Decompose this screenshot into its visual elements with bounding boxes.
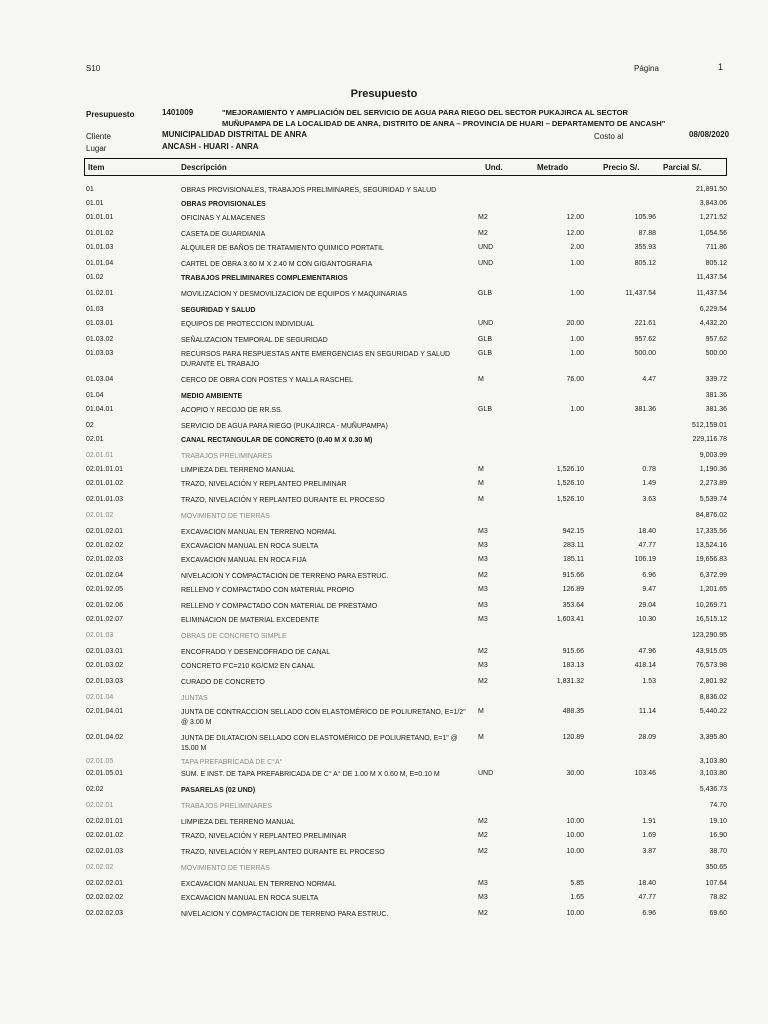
item-code: 02.01.04.01: [86, 708, 123, 715]
cost-date: 08/08/2020: [689, 130, 730, 139]
unit-price: 221.61: [634, 320, 656, 327]
page-label: Página: [634, 64, 659, 73]
item-description: MEDIO AMBIENTE: [181, 393, 243, 400]
col-metrado: Metrado: [537, 163, 569, 172]
project-name-line1: "MEJORAMIENTO Y AMPLIACIÓN DEL SERVICIO DE AGUA PARA RIEGO DEL SECTOR PUKAJIRCA AL SECTOR: [222, 108, 628, 117]
unit-price: 381.36: [634, 406, 656, 413]
unit: M3: [478, 542, 488, 549]
client-name: MUNICIPALIDAD DISTRITAL DE ANRA: [162, 130, 308, 139]
item-description: EXCAVACION MANUAL EN ROCA SUELTA: [181, 895, 319, 902]
metrado: 20.00: [566, 320, 584, 327]
unit: M2: [478, 214, 488, 221]
col-description: Descripción: [181, 163, 227, 172]
partial-amount: 5,539.74: [699, 496, 727, 503]
unit-price: 9.47: [642, 586, 656, 593]
item-description: MOVIMIENTO DE TIERRAS: [181, 513, 270, 520]
unit: GLB: [478, 290, 493, 297]
item-description: CASETA DE GUARDIANIA: [181, 231, 266, 238]
item-description: CANAL RECTANGULAR DE CONCRETO (0.40 M X 0.30 M): [181, 437, 373, 444]
item-description: NIVELACION Y COMPACTACION DE TERRENO PARA ESTRUC.: [181, 911, 389, 918]
item-code: 01: [86, 186, 94, 193]
item-code: 02.01.04.02: [86, 734, 123, 741]
item-code: 02.01.02.05: [86, 586, 123, 593]
partial-amount: 16,515.12: [695, 616, 727, 623]
unit-price: 11.14: [639, 708, 656, 715]
item-code: 02.01.02.03: [86, 556, 123, 563]
item-code: 02.01.03.02: [86, 662, 123, 669]
partial-amount: 11,437.54: [696, 274, 727, 281]
metrado: 126.89: [562, 586, 584, 593]
item-code: 02.02.01.01: [86, 818, 123, 825]
item-description: TRAZO, NIVELACIÓN Y REPLANTEO PRELIMINAR: [181, 481, 347, 488]
unit-price: 18.40: [638, 528, 656, 535]
partial-amount: 74.70: [709, 802, 727, 809]
partial-amount: 19,656.83: [695, 556, 727, 563]
document-title: Presupuesto: [350, 88, 418, 100]
item-description: TRAZO, NIVELACIÓN Y REPLANTEO DURANTE EL PROCESO: [181, 849, 385, 856]
metrado: 1,526.10: [556, 496, 584, 503]
item-code: 02.01.03.01: [86, 648, 123, 655]
partial-amount: 43,915.05: [695, 648, 727, 655]
place-name: ANCASH - HUARI - ANRA: [162, 142, 259, 151]
partial-amount: 9,003.99: [699, 452, 727, 459]
unit-price: 18.40: [638, 880, 656, 887]
unit: M2: [478, 572, 488, 579]
budget-code: 1401009: [162, 108, 194, 117]
unit-price: 28.09: [638, 734, 656, 741]
unit: GLB: [478, 350, 493, 357]
page-number: 1: [718, 62, 724, 72]
item-description: CARTEL DE OBRA 3.60 M X 2.40 M CON GIGANTOGRAFIA: [181, 261, 373, 268]
unit-price: 500.00: [634, 350, 656, 357]
partial-amount: 711.86: [706, 244, 727, 251]
partial-amount: 381.36: [705, 392, 727, 399]
metrado: 1,526.10: [556, 466, 584, 473]
metrado: 2.00: [570, 244, 584, 251]
metrado: 10.00: [566, 848, 584, 855]
item-description: NIVELACION Y COMPACTACION DE TERRENO PARA ESTRUC.: [181, 573, 389, 580]
partial-amount: 21,891.50: [695, 186, 727, 193]
unit: M2: [478, 848, 488, 855]
unit-price: 47.96: [638, 648, 656, 655]
partial-amount: 11,437.54: [696, 290, 727, 297]
item-code: 02.02.01: [86, 802, 114, 809]
unit-price: 1.69: [642, 832, 656, 839]
place-label: Lugar: [86, 144, 107, 153]
partial-amount: 1,190.36: [699, 466, 727, 473]
unit: UND: [478, 320, 494, 327]
item-code: 01.01.03: [86, 244, 114, 251]
unit-price: 957.62: [634, 336, 656, 343]
unit-price: 418.14: [634, 662, 656, 669]
unit-price: 3.87: [642, 848, 656, 855]
unit: M3: [478, 556, 488, 563]
item-description: EXCAVACION MANUAL EN ROCA SUELTA: [181, 543, 319, 550]
unit-price: 105.96: [634, 214, 656, 221]
item-code: 02.02: [86, 786, 104, 793]
item-code: 02.02.02.01: [86, 880, 123, 887]
unit: M3: [478, 528, 488, 535]
partial-amount: 76,573.98: [695, 662, 727, 669]
item-description: CONCRETO F'C=210 KG/CM2 EN CANAL: [181, 663, 316, 670]
metrado: 12.00: [566, 230, 584, 237]
item-description: MOVILIZACION Y DESMOVILIZACION DE EQUIPOS Y MAQUINARIAS: [181, 291, 407, 298]
col-item: Item: [88, 163, 105, 172]
col-unit: Und.: [485, 163, 503, 172]
unit-price: 11,437.54: [625, 290, 656, 297]
unit: M2: [478, 832, 488, 839]
partial-amount: 381.36: [705, 406, 727, 413]
partial-amount: 4,432.20: [699, 320, 727, 327]
item-description: SEÑALIZACION TEMPORAL DE SEGURIDAD: [181, 337, 328, 344]
unit: M: [478, 734, 484, 741]
item-code: 02.01.01: [86, 452, 114, 459]
unit-price: 1.91: [642, 818, 656, 825]
unit: M2: [478, 648, 488, 655]
metrado: 1.00: [570, 290, 584, 297]
item-code: 02.01.02.07: [86, 616, 123, 623]
item-description: EQUIPOS DE PROTECCION INDIVIDUAL: [181, 321, 315, 328]
unit-price: 47.77: [638, 542, 656, 549]
unit: M2: [478, 818, 488, 825]
unit-price: 29.04: [638, 602, 656, 609]
col-price: Precio S/.: [603, 163, 640, 172]
item-description: LIMPIEZA DEL TERRENO MANUAL: [181, 467, 295, 474]
metrado: 1.00: [570, 336, 584, 343]
item-description: ACOPIO Y RECOJO DE RR.SS.: [181, 407, 283, 414]
item-code: 01.01.04: [86, 260, 114, 267]
item-code: 01.02: [86, 274, 104, 281]
partial-amount: 3,103.80: [699, 770, 727, 777]
unit-price: 805.12: [634, 260, 656, 267]
unit: M: [478, 376, 484, 383]
item-description: EXCAVACION MANUAL EN TERRENO NORMAL: [181, 881, 337, 888]
item-code: 02.01.05: [86, 758, 114, 765]
partial-amount: 38.70: [709, 848, 727, 855]
item-code: 02.02.02.02: [86, 894, 123, 901]
item-description: LIMPIEZA DEL TERRENO MANUAL: [181, 819, 295, 826]
unit: M: [478, 480, 484, 487]
partial-amount: 1,271.52: [699, 214, 727, 221]
item-code: 02.02.02: [86, 864, 114, 871]
unit: M: [478, 496, 484, 503]
unit: M2: [478, 678, 488, 685]
item-code: 02.01.01.02: [86, 480, 123, 487]
item-code: 01.03: [86, 306, 104, 313]
metrado: 1.00: [570, 260, 584, 267]
metrado: 185.11: [563, 556, 584, 563]
item-description: JUNTA DE DILATACION SELLADO CON ELASTOMÉRICO DE POLIURETANO, E=1" @ 15.00 M: [181, 735, 458, 752]
metrado: 5.85: [570, 880, 584, 887]
item-description: EXCAVACION MANUAL EN TERRENO NORMAL: [181, 529, 337, 536]
partial-amount: 512,159.01: [691, 422, 727, 429]
item-code: 02.01.02.01: [86, 528, 123, 535]
item-code: 01.03.01: [86, 320, 114, 327]
item-code: 02.01.03: [86, 632, 114, 639]
item-code: 02.01.03.03: [86, 678, 123, 685]
item-code: 01.03.03: [86, 350, 114, 357]
item-code: 02.01.01.01: [86, 466, 123, 473]
metrado: 10.00: [566, 818, 584, 825]
item-description: SUM. E INST. DE TAPA PREFABRICADA DE C° A° DE 1.00 M X 0.60 M, E=0.10 M: [181, 771, 440, 778]
item-description: ELIMINACION DE MATERIAL EXCEDENTE: [181, 617, 320, 624]
item-description: TRAZO, NIVELACIÓN Y REPLANTEO PRELIMINAR: [181, 833, 347, 840]
unit: M3: [478, 880, 488, 887]
unit-price: 10.30: [638, 616, 656, 623]
cost-label: Costo al: [594, 132, 624, 141]
metrado: 1.00: [570, 406, 584, 413]
item-description: OBRAS DE CONCRETO SIMPLE: [181, 633, 287, 640]
item-description: RECURSOS PARA RESPUESTAS ANTE EMERGENCIAS EN SEGURIDAD Y SALUD DURANTE EL TRABAJO: [181, 351, 451, 368]
item-code: 02.01.02.06: [86, 602, 123, 609]
unit: GLB: [478, 336, 493, 343]
item-description: RELLENO Y COMPACTADO CON MATERIAL PROPIO: [181, 587, 354, 594]
table-header: [84, 158, 727, 176]
item-description: SEGURIDAD Y SALUD: [181, 307, 256, 314]
item-code: 01.01.02: [86, 230, 114, 237]
item-description: SERVICIO DE AGUA PARA RIEGO (PUKAJIRCA - MUÑUPAMPA): [181, 423, 388, 430]
metrado: 1.65: [570, 894, 584, 901]
project-name-line2: MUÑUPAMPA DE LA LOCALIDAD DE ANRA, DISTRITO DE ANRA – PROVINCIA DE HUARI – DEPARTAMENTO DE ANCASH": [222, 119, 666, 128]
partial-amount: 78.82: [709, 894, 727, 901]
item-code: 01.04: [86, 392, 104, 399]
metrado: 1,831.32: [556, 678, 584, 685]
item-description: ENCOFRADO Y DESENCOFRADO DE CANAL: [181, 649, 331, 656]
metrado: 283.11: [563, 542, 584, 549]
item-code: 01.02.01: [86, 290, 114, 297]
partial-amount: 2,273.89: [699, 480, 727, 487]
partial-amount: 5,436.73: [699, 786, 727, 793]
metrado: 942.15: [562, 528, 584, 535]
metrado: 76.00: [566, 376, 584, 383]
partial-amount: 69.60: [709, 910, 727, 917]
item-code: 02.02.01.03: [86, 848, 123, 855]
partial-amount: 957.62: [705, 336, 727, 343]
unit: M3: [478, 602, 488, 609]
col-partial: Parcial S/.: [663, 163, 702, 172]
metrado: 1,526.10: [556, 480, 584, 487]
item-code: 02.02.01.02: [86, 832, 123, 839]
unit: UND: [478, 260, 494, 267]
item-description: TRABAJOS PRELIMINARES: [181, 803, 273, 810]
partial-amount: 2,801.92: [699, 678, 727, 685]
item-description: OBRAS PROVISIONALES, TRABAJOS PRELIMINARES, SEGURIDAD Y SALUD: [181, 187, 437, 194]
unit: M2: [478, 910, 488, 917]
partial-amount: 1,201.65: [699, 586, 727, 593]
item-description: ALQUILER DE BAÑOS DE TRATAMIENTO QUIMICO PORTATIL: [181, 245, 384, 252]
item-description: TRABAJOS PRELIMINARES COMPLEMENTARIOS: [181, 275, 348, 282]
partial-amount: 13,524.16: [695, 542, 727, 549]
metrado: 10.00: [566, 832, 584, 839]
unit-price: 6.96: [642, 910, 656, 917]
metrado: 183.13: [562, 662, 584, 669]
unit: M3: [478, 616, 488, 623]
item-description: JUNTAS: [181, 695, 208, 702]
item-code: 02.01.02.02: [86, 542, 123, 549]
partial-amount: 5,440.22: [699, 708, 727, 715]
item-description: JUNTA DE CONTRACCION SELLADO CON ELASTOMÉRICO DE POLIURETANO, E=1/2" @ 3.00 M: [181, 709, 466, 726]
unit-price: 0.78: [642, 466, 656, 473]
budget-label: Presupuesto: [86, 110, 135, 119]
partial-amount: 350.65: [705, 864, 727, 871]
metrado: 120.89: [562, 734, 584, 741]
unit: M3: [478, 894, 488, 901]
partial-amount: 229,116.78: [692, 436, 727, 443]
item-code: 01.04.01: [86, 406, 114, 413]
partial-amount: 3,103.80: [699, 758, 727, 765]
unit-price: 87.88: [638, 230, 656, 237]
partial-amount: 6,229.54: [699, 306, 727, 313]
item-description: TRAZO, NIVELACIÓN Y REPLANTEO DURANTE EL PROCESO: [181, 497, 385, 504]
partial-amount: 3,843.06: [699, 200, 727, 207]
unit: UND: [478, 770, 494, 777]
item-code: 01.03.02: [86, 336, 114, 343]
item-code: 02.02.02.03: [86, 910, 123, 917]
partial-amount: 3,395.80: [699, 734, 727, 741]
unit-price: 103.46: [634, 770, 656, 777]
partial-amount: 500.00: [705, 350, 727, 357]
item-description: OBRAS PROVISIONALES: [181, 201, 266, 208]
item-code: 02.01.05.01: [86, 770, 123, 777]
partial-amount: 123,290.95: [691, 632, 727, 639]
metrado: 353.64: [562, 602, 584, 609]
metrado: 30.00: [566, 770, 584, 777]
unit: GLB: [478, 406, 493, 413]
metrado: 915.66: [562, 648, 584, 655]
partial-amount: 107.64: [705, 880, 727, 887]
unit: M3: [478, 662, 488, 669]
unit: M: [478, 708, 484, 715]
item-code: 02: [86, 422, 94, 429]
partial-amount: 19.10: [709, 818, 727, 825]
item-code: 01.01.01: [86, 214, 114, 221]
unit-price: 1.49: [642, 480, 656, 487]
unit-price: 4.47: [642, 376, 656, 383]
partial-amount: 84,876.02: [695, 512, 727, 519]
item-code: 01.01: [86, 200, 104, 207]
item-code: 01.03.04: [86, 376, 114, 383]
unit-price: 6.96: [642, 572, 656, 579]
unit-price: 47.77: [638, 894, 656, 901]
unit: M3: [478, 586, 488, 593]
item-code: 02.01.04: [86, 694, 114, 701]
partial-amount: 16.90: [709, 832, 727, 839]
software-code: S10: [86, 64, 101, 73]
metrado: 488.35: [562, 708, 584, 715]
item-description: MOVIMIENTO DE TIERRAS: [181, 865, 270, 872]
item-code: 02.01.01.03: [86, 496, 123, 503]
unit: M2: [478, 230, 488, 237]
item-description: EXCAVACION MANUAL EN ROCA FIJA: [181, 557, 307, 564]
item-description: CERCO DE OBRA CON POSTES Y MALLA RASCHEL: [181, 377, 354, 384]
partial-amount: 6,372.99: [699, 572, 727, 579]
unit-price: 106.19: [634, 556, 656, 563]
metrado: 12.00: [566, 214, 584, 221]
unit-price: 355.93: [634, 244, 656, 251]
item-description: TAPA PREFABRICADA DE C°A°: [181, 759, 283, 766]
item-description: TRABAJOS PRELIMINARES: [181, 453, 273, 460]
item-description: RELLENO Y COMPACTADO CON MATERIAL DE PRESTAMO: [181, 603, 378, 610]
unit: M: [478, 466, 484, 473]
item-description: OFICINAS Y ALMACENES: [181, 215, 266, 222]
item-description: CURADO DE CONCRETO: [181, 679, 265, 686]
unit: UND: [478, 244, 494, 251]
metrado: 915.66: [562, 572, 584, 579]
partial-amount: 339.72: [705, 376, 727, 383]
partial-amount: 17,335.56: [695, 528, 727, 535]
partial-amount: 10,269.71: [695, 602, 727, 609]
unit-price: 3.63: [642, 496, 656, 503]
metrado: 1,603.41: [556, 616, 584, 623]
item-code: 02.01.02: [86, 512, 114, 519]
unit-price: 1.53: [642, 678, 656, 685]
partial-amount: 1,054.56: [699, 230, 727, 237]
item-description: PASARELAS (02 UND): [181, 787, 256, 794]
item-code: 02.01.02.04: [86, 572, 123, 579]
client-label: Cliente: [86, 132, 111, 141]
metrado: 10.00: [566, 910, 584, 917]
partial-amount: 805.12: [705, 260, 727, 267]
item-code: 02.01: [86, 436, 104, 443]
partial-amount: 8,836.02: [699, 694, 727, 701]
metrado: 1.00: [570, 350, 584, 357]
